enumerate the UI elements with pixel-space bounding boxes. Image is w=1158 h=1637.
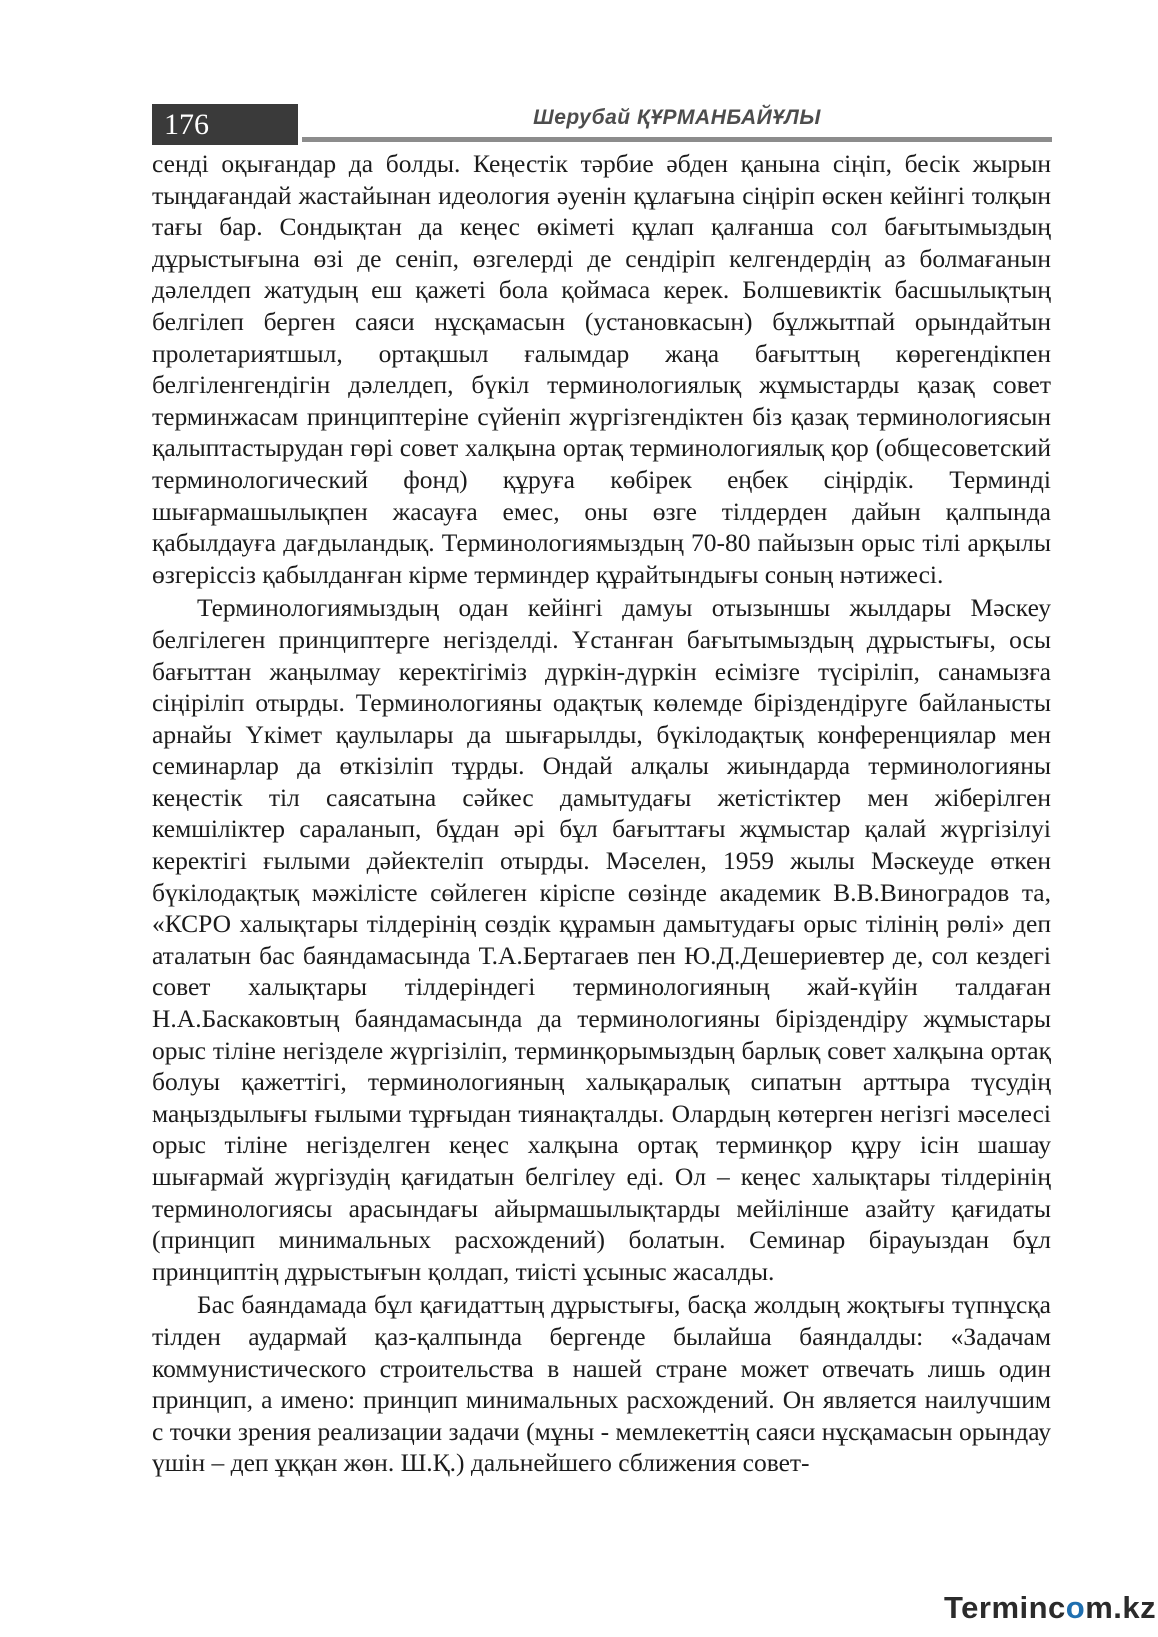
paragraph: Бас баяндамада бұл қағидаттың дұрыстығы, басқа жолдың жоқтығы түпнұсқа тілден аудармай қаз-қалпында бергенде былайша баяндалды: «Задачам коммунистического строительства в нашей стране может отвечать лишь один принцип, а имено: принцип минимальных расхождений. Он является наилучшим с точки зрения реализации задачи (мұны - мемлекеттің саяси нұсқамасын орындау үшін – деп ұққан жөн. Ш.Қ.) дальнейшего сближения совет- <box>152 1290 1051 1478</box>
paragraph-continued: сенді оқығандар да болды. Кеңестік тәрбие әбден қанына сіңіп, бесік жырын тыңдағандай жастайынан идеология әуенін құлағына сіңіріп өскен кейінгі толқын тағы бар. Сондықтан да кеңес өкіметі құлап қалғанша сол бағытымыздың дұрыстығына өзі де сеніп, өзгелерді де сендіріп келгендердің аз болмағанын дәлелдеп жатудың еш қажеті бола қоймаса керек. Болшевиктік басшылықтың белгілеп берген саяси нұсқамасын (установкасын) бұлжытпай орындайтын пролетариятшыл, ортақшыл ғалымдар жаңа бағыттың көрегендікпен белгіленгендігін дәлелдеп, бүкіл терминологиялық жұмыстарды қазақ совет терминжасам принциптеріне сүйеніп жүргізгендіктен біз қазақ терминологиясын қалыптастырудан гөрі совет халқына ортақ терминологиялық қор (общесоветский терминологический фонд) құруға көбірек еңбек сіңірдік. Терминді шығармашылықпен жасауға емес, оны өзге тілдерден дайын қалпында қабылдауға дағдыландық. Терминологиямыздың 70-80 пайызын орыс тілі арқылы өзгеріссіз қабылданған кірме терминдер құрайтындығы соның нәтижесі. <box>152 149 1051 589</box>
body-text <box>152 148 1051 1479</box>
watermark-prefix: Terminc <box>944 1590 1066 1625</box>
running-header-author: Шерубай ҚҰРМАНБАЙҰЛЫ <box>533 106 821 129</box>
paragraph: Терминологиямыздың одан кейінгі дамуы отызыншы жылдары Мәскеу белгілеген принциптерге негізделді. Ұстанған бағытымыздың дұрыстығы, осы бағыттан жаңылмау керектігіміз дүркін-дүркін есімізге түсіріліп, санамызға сіңіріліп отырды. Терминологияны одақтық көлемде біріздендіруге байланысты арнайы Үкімет қаулылары да шығарылды, бүкілодақтық конференциялар мен семинарлар да өткізіліп тұрды. Ондай алқалы жиындарда терминологияны кеңестік тіл саясатына сәйкес дамытудағы жетістіктер мен жіберілген кемшіліктер сараланып, бұдан әрі бұл бағыттағы жұмыстар қалай жүргізілуі керектігі ғылыми дәйектеліп отырды. Мәселен, 1959 жылы Мәскеуде өткен бүкілодақтық мәжілісте сөйлеген кіріспе сөзінде академик В.В.Виноградов та, «КСРО халықтары тілдерінің сөздік құрамын дамытудағы орыс тілінің рөлі» деп аталатын бас баяндамасында Т.А.Бертагаев пен Ю.Д.Дешериевтер де, сол кездегі совет халықтары тілдеріндегі терминологияның жай-күйін талдаған Н.А.Баскаковтың баяндамасында да терминологияны біріздендіру жұмыстары орыс тіліне негізделе жүргізіліп, терминқорымыздың барлық совет халқына ортақ болуы қажеттігі, терминологияның халықаралық сипатын арттыра түсудің маңыздылығы ғылыми тұрғыдан тиянақталды. Олардың көтерген негізгі мәселесі орыс тіліне негізделген кеңес халқына ортақ терминқор құру ісін шашау шығармай жүргізудің қағидатын белгілеу еді. Ол – кеңес халықтары тілдерінің терминологиясы арасындағы айырмашылықтарды мейілінше азайту қағидаты (принцип минимальных расхождений) болатын. Семинар бірауыздан бұл принциптің дұрыстығын қолдап, тиісті ұсыныс жасалды. <box>152 593 1051 1286</box>
page-header <box>152 104 1052 146</box>
watermark-logo <box>944 1590 1156 1626</box>
watermark-suffix: m.kz <box>1085 1590 1157 1625</box>
watermark-accent: o <box>1065 1590 1086 1625</box>
page-number: 176 <box>152 104 298 145</box>
header-rule <box>302 137 1052 142</box>
